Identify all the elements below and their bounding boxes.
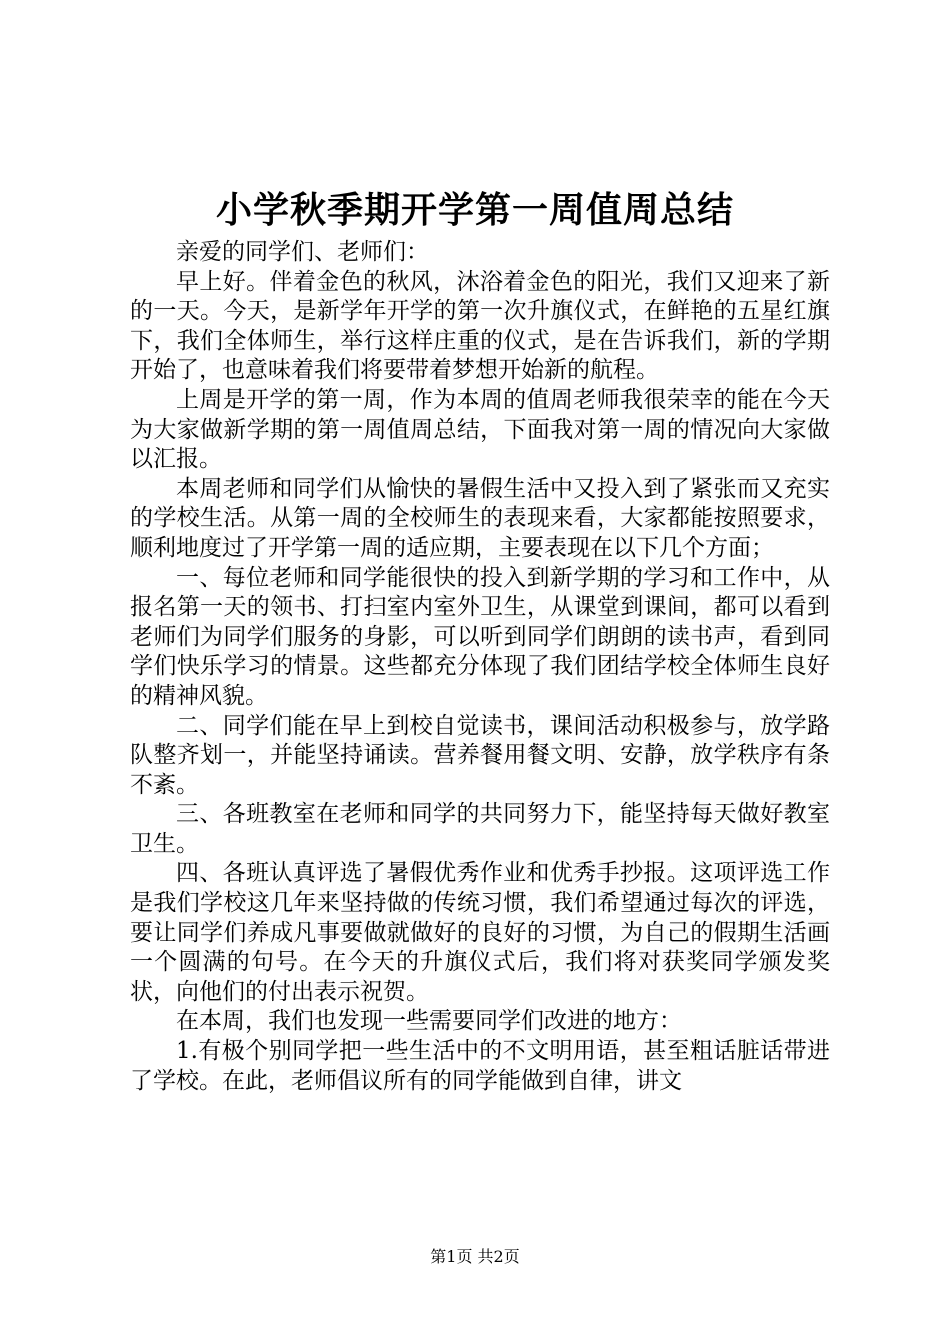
paragraph-point-2: 二、同学们能在早上到校自觉读书，课间活动积极参与，放学路队整齐划一，并能坚持诵读。营养餐用餐文明、安静，放学秩序有条不紊。 xyxy=(130,712,830,798)
paragraph-point-3: 三、各班教室在老师和同学的共同努力下，能坚持每天做好教室卫生。 xyxy=(130,801,830,857)
paragraph-intro: 上周是开学的第一周，作为本周的值周老师我很荣幸的能在今天为大家做新学期的第一周值周总结，下面我对第一周的情况向大家做以汇报。 xyxy=(130,386,830,473)
document-title: 小学秋季期开学第一周值周总结 xyxy=(215,189,734,231)
paragraph-overview: 本周老师和同学们从愉快的暑假生活中又投入到了紧张而又充实的学校生活。从第一周的全校师生的表现来看，大家都能按照要求，顺利地度过了开学第一周的适应期，主要表现在以下几个方面； xyxy=(130,475,830,561)
paragraph-improvements: 在本周，我们也发现一些需要同学们改进的地方： xyxy=(176,1008,682,1035)
paragraph-issue-1: 1.有极个别同学把一些生活中的不文明用语，甚至粗话脏话带进了学校。在此，老师倡议所有的同学能做到自律，讲文 xyxy=(130,1038,830,1094)
paragraph-greeting: 亲爱的同学们、老师们： xyxy=(176,239,429,265)
document-body xyxy=(130,238,830,1096)
paragraph-opening: 早上好。伴着金色的秋风，沐浴着金色的阳光，我们又迎来了新的一天。今天，是新学年开学的第一次升旗仪式，在鲜艳的五星红旗下，我们全体师生，举行这样庄重的仪式，是在告诉我们，新的学期开始了，也意味着我们将要带着梦想开始新的航程。 xyxy=(130,268,830,384)
paragraph-point-1: 一、每位老师和同学能很快的投入到新学期的学习和工作中，从报名第一天的领书、打扫室内室外卫生，从课堂到课间，都可以看到老师们为同学们服务的身影，可以听到同学们朗朗的读书声，看到同学们快乐学习的情景。这些都充分体现了我们团结学校全体师生良好的精神风貌。 xyxy=(130,564,830,709)
page-footer: 第1页 共2页 xyxy=(430,1247,520,1266)
paragraph-point-4: 四、各班认真评选了暑假优秀作业和优秀手抄报。这项评选工作是我们学校这几年来坚持做的传统习惯，我们希望通过每次的评选，要让同学们养成凡事要做就做好的良好的习惯，为自己的假期生活画一个圆满的句号。在今天的升旗仪式后，我们将对获奖同学颁发奖状，向他们的付出表示祝贺。 xyxy=(130,860,830,1005)
